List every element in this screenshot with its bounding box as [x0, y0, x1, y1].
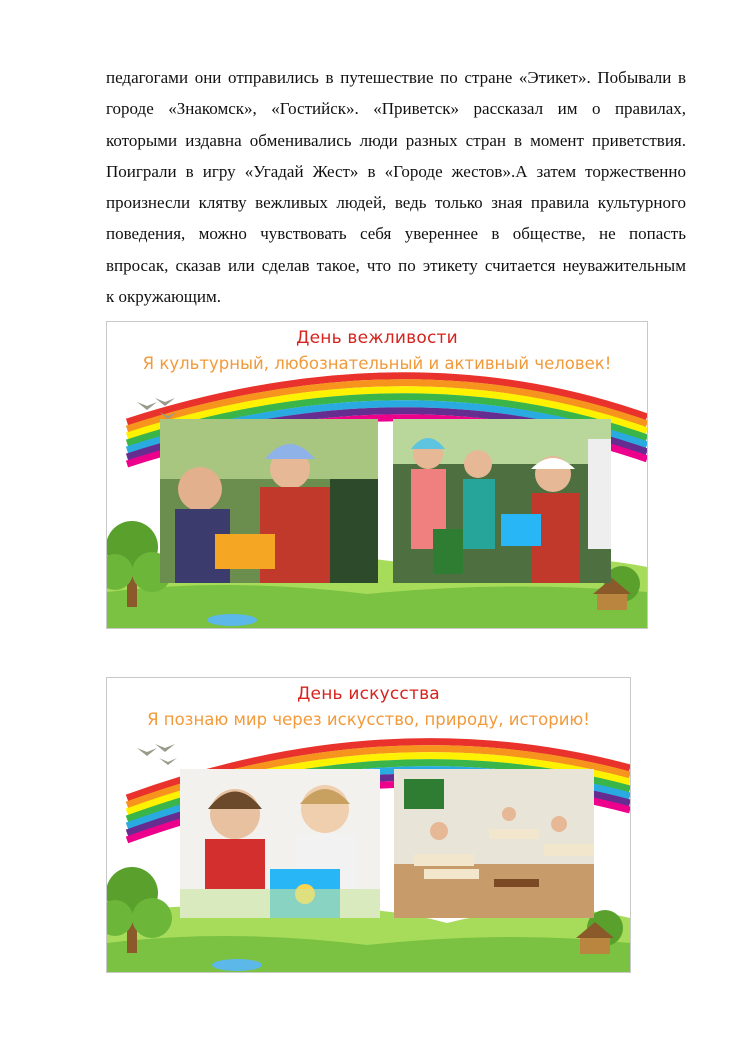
banner-title: День искусства — [297, 684, 440, 704]
photo-children-outdoors — [393, 419, 611, 583]
paragraph-line: впросак, сказав или сделав такое, что по этикету считается неуважительным — [106, 255, 686, 275]
paragraph-line: к окружающим. — [106, 287, 222, 307]
paragraph-line: поведения, можно чувствовать себя увереннее в обществе, не попасть — [106, 224, 686, 244]
paragraph-line: произнесли клятву вежливых людей, ведь только зная правила культурного — [106, 193, 686, 213]
photo-girls-drawing — [180, 769, 380, 918]
paragraph-line: которыми издавна обменивались люди разных стран в момент приветствия. — [106, 130, 686, 150]
banner-subtitle: Я культурный, любознательный и активный человек! — [142, 354, 612, 373]
politeness-day-banner — [106, 321, 648, 629]
photo-children-crafts — [160, 419, 378, 583]
banner-title: День вежливости — [296, 328, 458, 348]
paragraph-line: Поиграли в игру «Угадай Жест» в «Городе жестов».А затем торжественно — [106, 161, 686, 181]
banner-subtitle: Я познаю мир через искусство, природу, историю! — [147, 710, 590, 729]
photo-classroom — [394, 769, 594, 918]
paragraph-line: городе «Знакомск», «Гостийск». «Приветск» рассказал им о правилах, — [106, 99, 686, 119]
art-day-banner — [106, 677, 631, 973]
paragraph-line: педагогами они отправились в путешествие по стране «Этикет». Побывали в — [106, 68, 686, 87]
article-paragraph — [106, 62, 686, 312]
